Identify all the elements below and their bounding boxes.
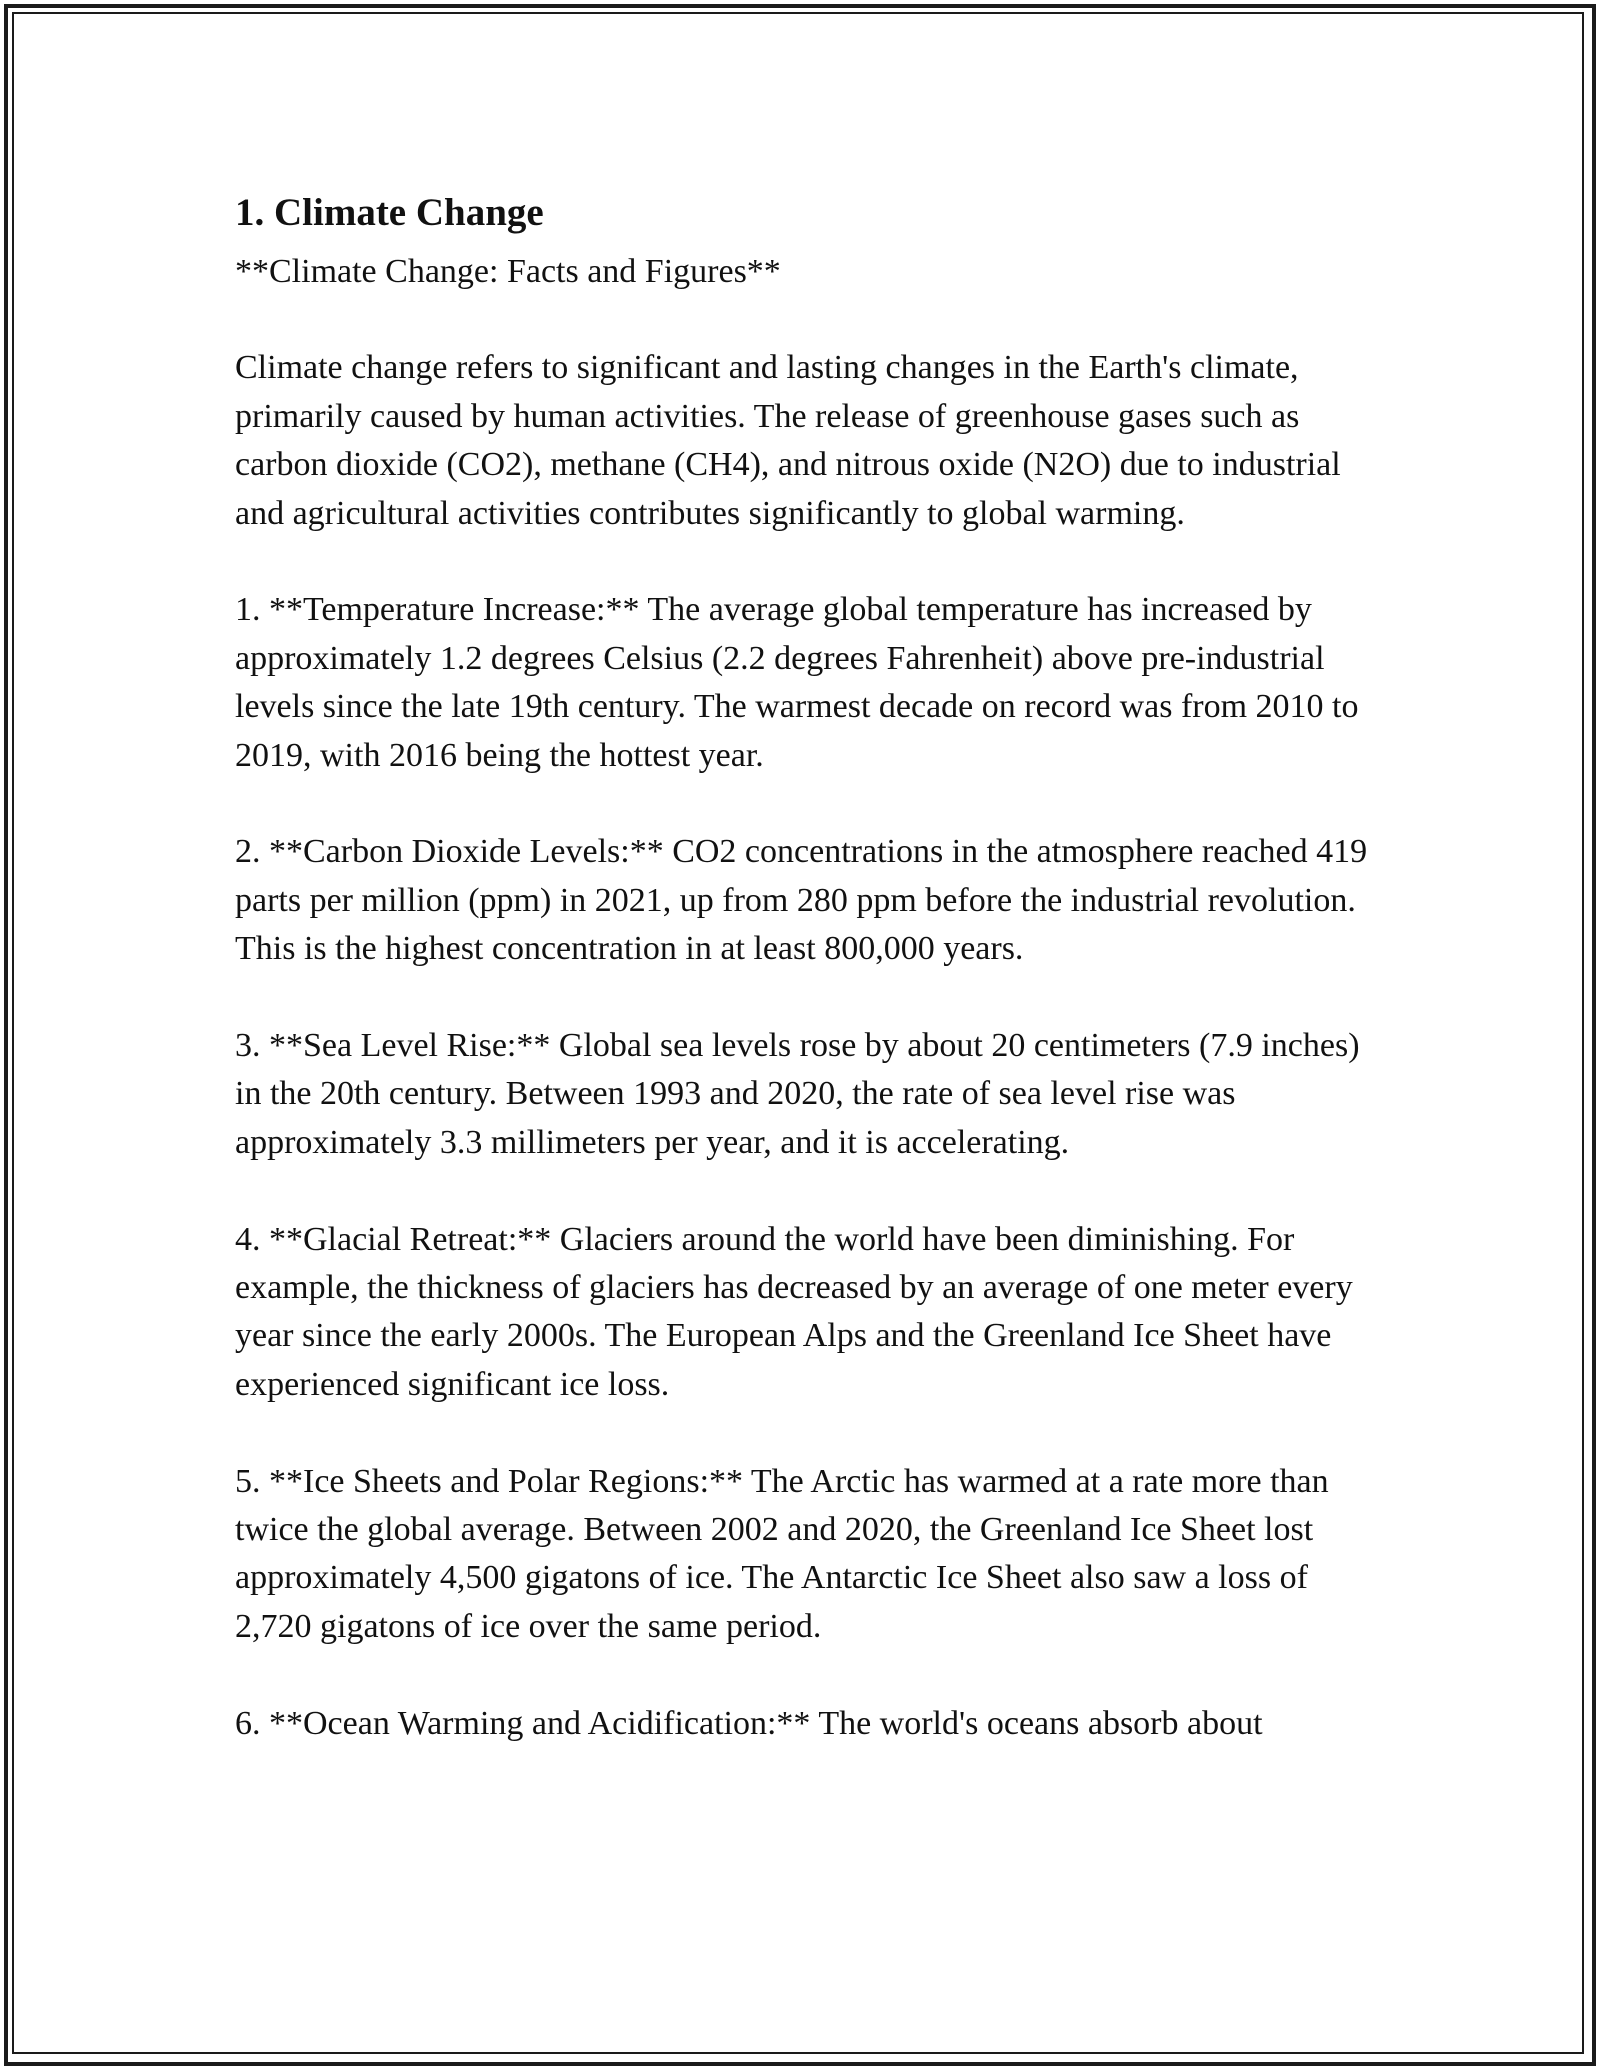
document-page [235,180,1375,1748]
intro-paragraph: Climate change refers to significant and lasting changes in the Earth's climate, primarily caused by human activities. The release of greenhouse gases such as carbon dioxide (CO2), methane (CH4), and nitrous oxide (N2O) due to industrial and agricultural activities contributes significantly to global warming. [235,349,1341,532]
glacial-retreat-paragraph: 4. **Glacial Retreat:** Glaciers around the world have been diminishing. For example, the thickness of glaciers has decreased by an average of one meter every year since the early 2000s. The European Alps and the Greenland Ice Sheet have experienced significant ice loss. [235,1220,1353,1403]
sea-level-rise-paragraph: 3. **Sea Level Rise:** Global sea levels rose by about 20 centimeters (7.9 inches) in the 20th century. Between 1993 and 2020, the rate of sea level rise was approximately 3.3 millimeters per year, and it is accelerating. [235,1027,1360,1161]
carbon-dioxide-paragraph: 2. **Carbon Dioxide Levels:** CO2 concentrations in the atmosphere reached 419 parts per million (ppm) in 2021, up from 280 ppm before the industrial revolution. This is the highest concentration in at least 800,000 years. [235,833,1368,968]
ice-sheets-paragraph: 5. **Ice Sheets and Polar Regions:** The Arctic has warmed at a rate more than twice the global average. Between 2002 and 2020, the Greenland Ice Sheet lost approximately 4,500 gigatons of ice. The Antarctic Ice Sheet also saw a loss of 2,720 gigatons of ice over the same period. [235,1462,1329,1645]
document-title: 1. Climate Change [235,191,544,234]
temperature-increase-paragraph: 1. **Temperature Increase:** The average global temperature has increased by approximately 1.2 degrees Celsius (2.2 degrees Fahrenheit) above pre-industrial levels since the late 19th century. The warmest decade on record was from 2010 to 2019, with 2016 being the hottest year. [235,591,1359,774]
ocean-warming-paragraph: 6. **Ocean Warming and Acidification:** The world's oceans absorb about [235,1704,1263,1742]
document-subtitle: **Climate Change: Facts and Figures** [235,253,781,290]
